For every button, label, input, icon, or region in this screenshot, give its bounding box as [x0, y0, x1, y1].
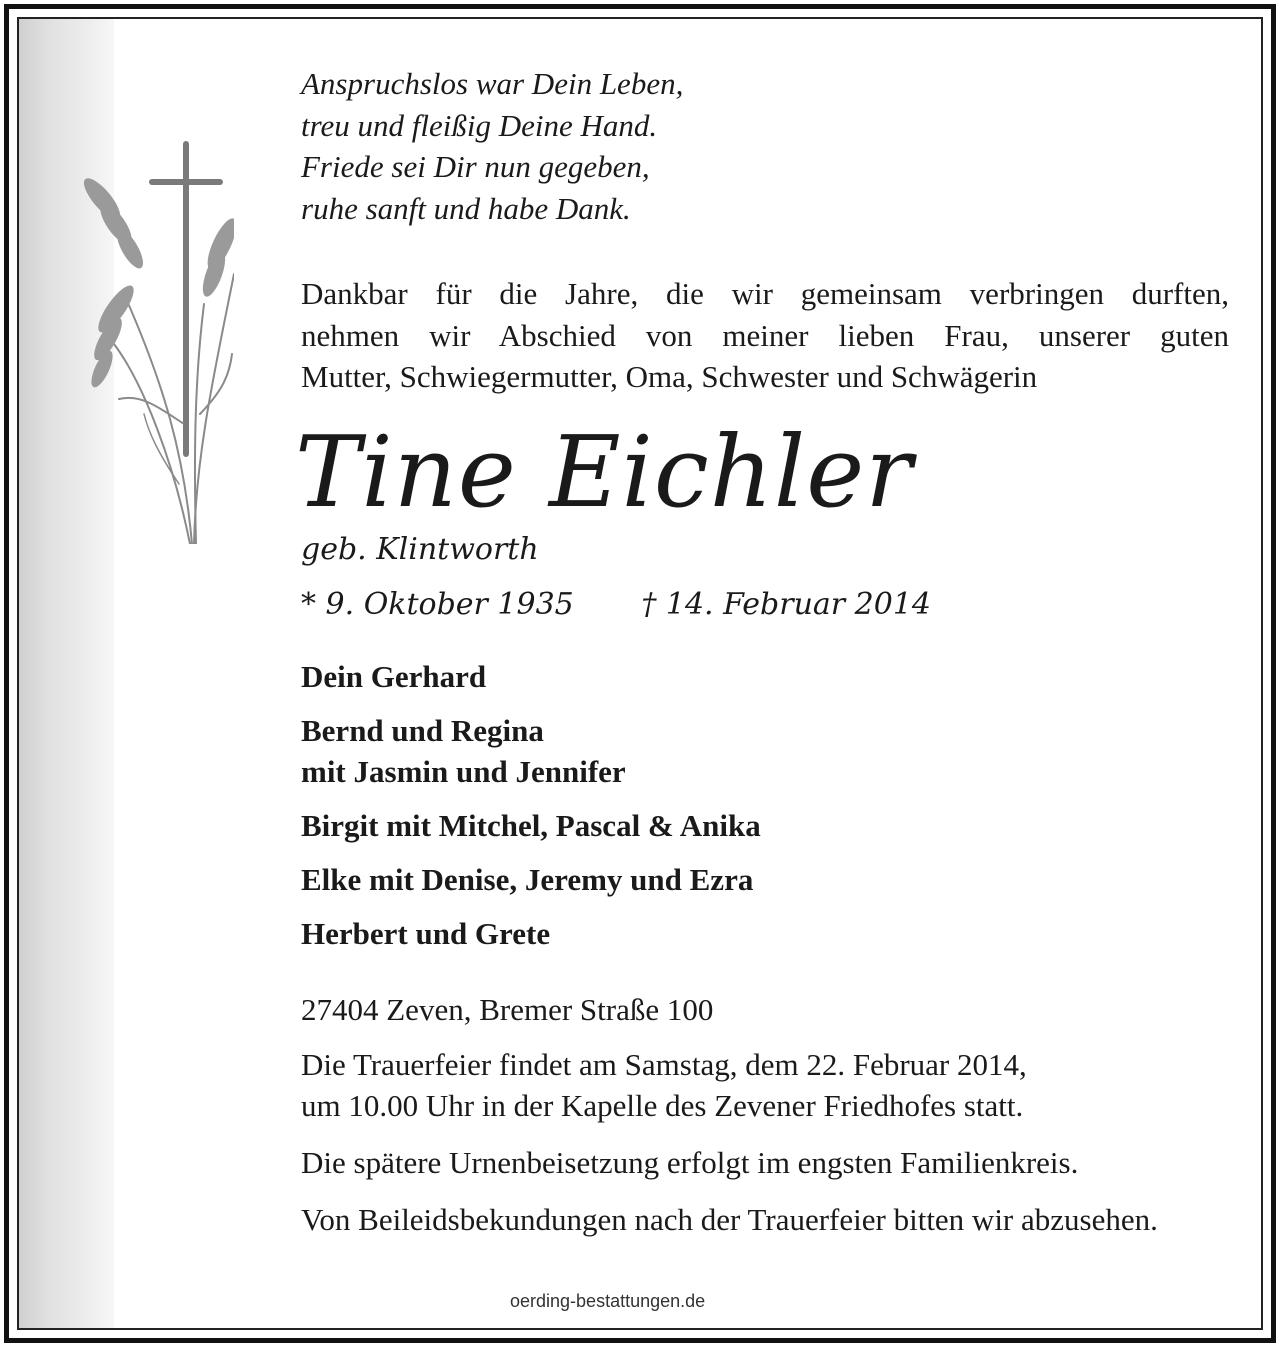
notice-content	[295, 63, 1229, 1240]
verse-line: ruhe sanft und habe Dank.	[301, 190, 631, 226]
mourner-line: mit Jasmin und Jennifer	[301, 753, 626, 789]
source-credit: oerding-bestattungen.de	[510, 1291, 706, 1311]
ceremony-info	[301, 1044, 1229, 1126]
verse-line: Friede sei Dir nun gegeben,	[301, 149, 650, 184]
mourner-group: Birgit mit Mitchel, Pascal & Anika	[301, 807, 761, 843]
mourners-list	[301, 656, 1229, 954]
mourner-group	[301, 710, 1229, 792]
death-date: † 14. Februar 2014	[641, 586, 932, 622]
mourner-line: Bernd und Regina	[301, 712, 544, 748]
ceremony-line: um 10.00 Uhr in der Kapelle des Zevener Friedhofes statt.	[301, 1087, 1024, 1123]
notice-inner-frame	[17, 17, 1263, 1330]
ceremony-line: Die Trauerfeier findet am Samstag, dem 22. Februar 2014,	[301, 1046, 1027, 1082]
intro-line: nehmen wir Abschied von meiner lieben Frau, unserer guten	[301, 317, 1229, 353]
mourner-group: Herbert und Grete	[301, 915, 551, 951]
life-dates	[301, 587, 1229, 622]
maiden-name: geb. Klintworth	[301, 531, 539, 567]
intro-line: Dankbar für die Jahre, die wir gemeinsam verbringen durften,	[301, 276, 1229, 311]
cross-with-wheat-icon	[44, 124, 234, 544]
birth-date: * 9. Oktober 1935	[301, 586, 574, 622]
deceased-name: Tine Eichler	[295, 415, 914, 530]
mourner-group: Dein Gerhard	[301, 658, 487, 694]
notice-frame	[4, 4, 1276, 1343]
verse-line: treu und fleißig Deine Hand.	[301, 107, 658, 143]
condolence-note: Von Beileidsbekundungen nach der Trauerfeier bitten wir abzusehen.	[301, 1201, 1158, 1237]
mourner-group: Elke mit Denise, Jeremy und Ezra	[301, 861, 754, 897]
urn-note: Die spätere Urnenbeisetzung erfolgt im engsten Familienkreis.	[301, 1144, 1079, 1180]
family-address: 27404 Zeven, Bremer Straße 100	[301, 991, 714, 1027]
verse-line: Anspruchslos war Dein Leben,	[301, 66, 684, 101]
memorial-verse	[301, 63, 1229, 229]
intro-line: Mutter, Schwiegermutter, Oma, Schwester und Schwägerin	[301, 359, 1038, 394]
intro-paragraph	[301, 273, 1229, 398]
